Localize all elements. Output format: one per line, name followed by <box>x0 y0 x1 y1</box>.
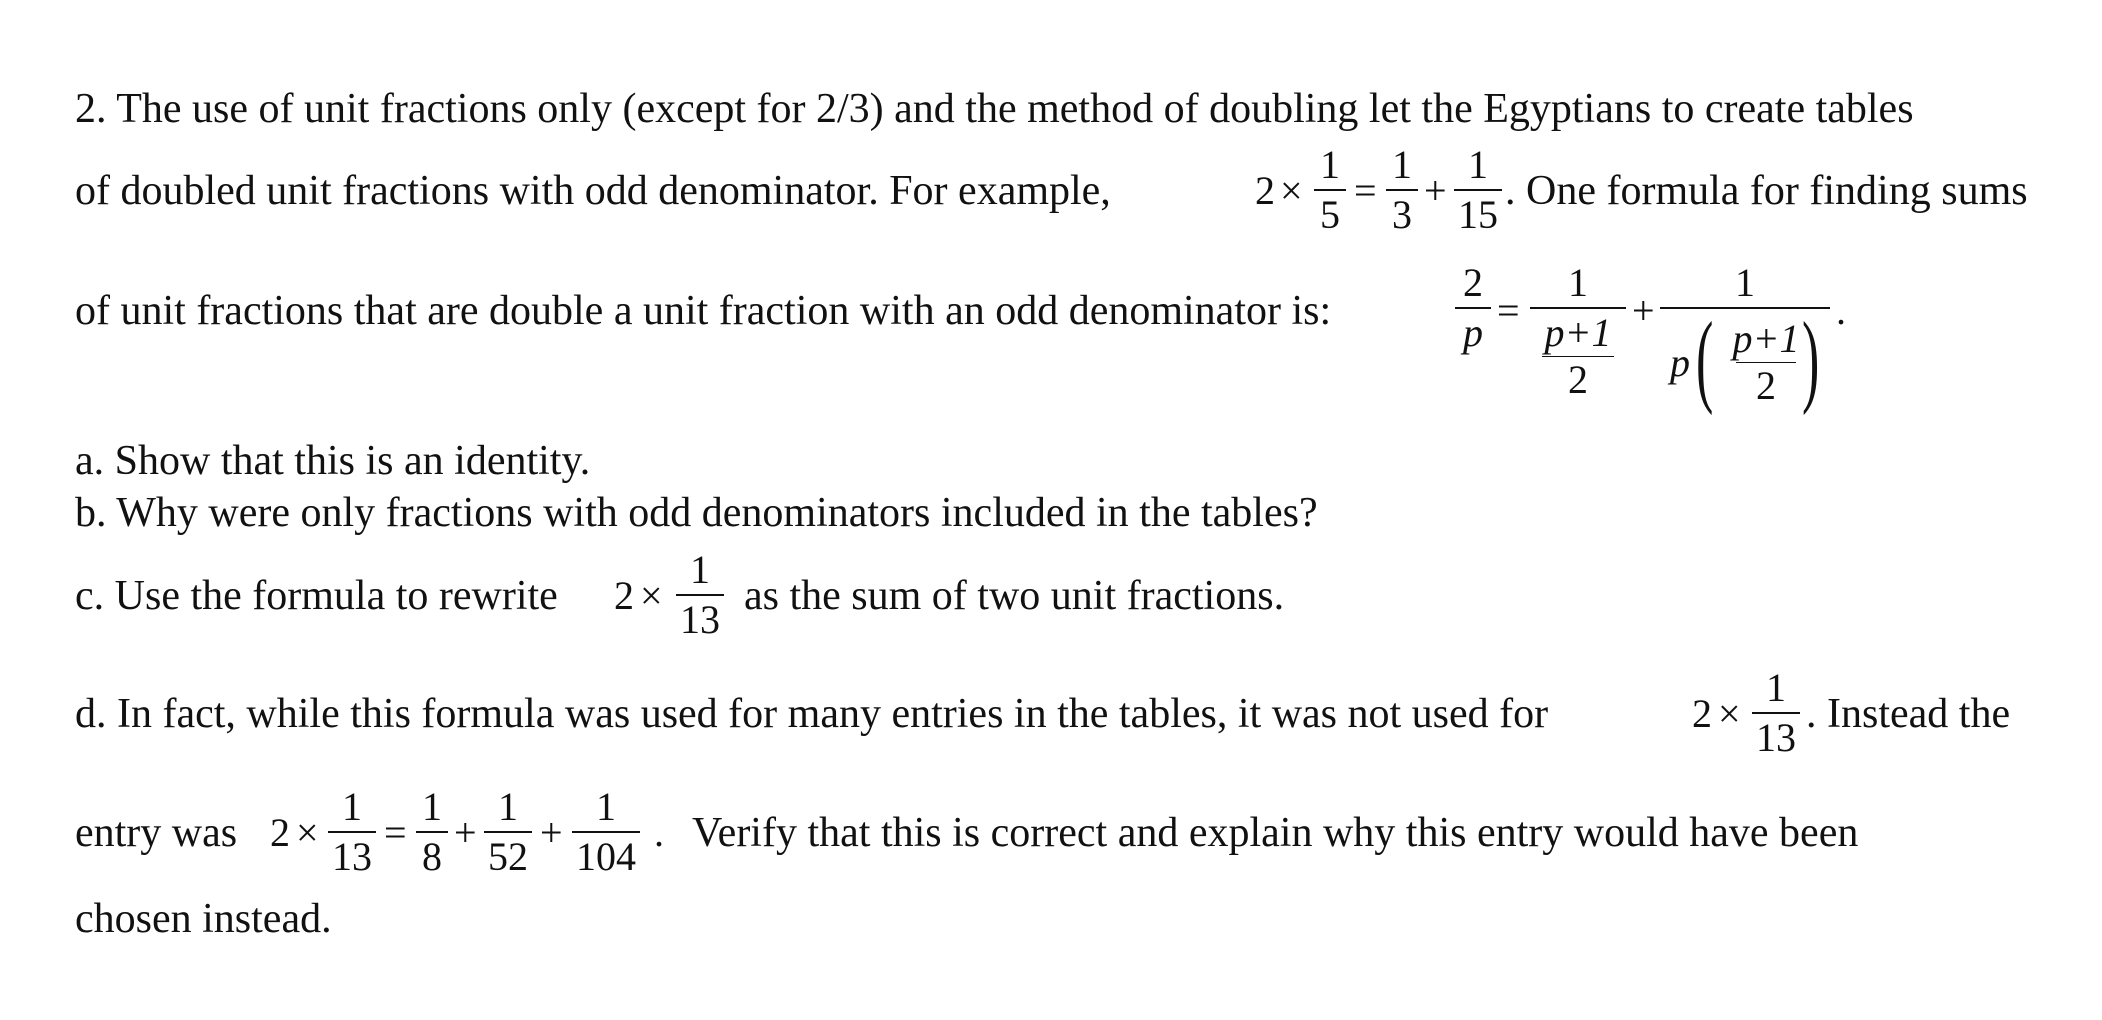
numerator: 1 <box>596 784 616 829</box>
fraction-bar <box>1530 307 1626 309</box>
part-c-fraction <box>676 547 724 642</box>
part-d-fraction <box>1752 665 1800 760</box>
entry-period: . <box>654 810 664 855</box>
formula-period: . <box>1836 288 1846 333</box>
part-c-text: c. Use the formula to rewrite <box>75 573 558 619</box>
denominator: 8 <box>422 834 442 879</box>
compound-denominator <box>1530 310 1626 402</box>
part-d-line-3: chosen instead. <box>75 896 332 942</box>
part-a: a. Show that this is an identity. <box>75 438 591 484</box>
numerator: 1 <box>1766 665 1786 710</box>
fraction-bar <box>484 831 532 833</box>
fraction-1-52 <box>484 784 532 879</box>
part-c-two: 2 <box>614 573 634 618</box>
fraction-bar <box>328 831 376 833</box>
problem-line-2-text: of doubled unit fractions with odd denominator. For example, <box>75 168 1111 214</box>
fraction-bar <box>1455 307 1491 309</box>
numerator: 1 <box>1392 142 1412 187</box>
formula-equals: = <box>1497 288 1520 333</box>
inner-numerator: p+1 <box>1544 310 1612 355</box>
fraction-1-15 <box>1454 142 1502 237</box>
problem-line-1: 2. The use of unit fractions only (except for 2/3) and the method of doubling let the Egyptians to create tables <box>75 86 1914 132</box>
eq-times: × <box>1280 168 1303 213</box>
part-c-end: as the sum of two unit fractions. <box>744 573 1285 619</box>
numerator: 1 <box>342 784 362 829</box>
fraction-1-8 <box>416 784 448 879</box>
part-b: b. Why were only fractions with odd denominators included in the tables? <box>75 490 1318 536</box>
fraction-bar <box>676 594 724 596</box>
inner-denominator: 2 <box>1756 363 1776 408</box>
fraction-2-over-p <box>1455 260 1491 355</box>
numerator: 1 <box>1735 260 1755 305</box>
eq-plus: + <box>1424 168 1447 213</box>
numerator: 2 <box>1463 260 1483 305</box>
inner-denominator: 2 <box>1568 357 1588 402</box>
numerator: 1 <box>690 547 710 592</box>
fraction-1-104 <box>572 784 640 879</box>
numerator: 1 <box>1568 260 1588 305</box>
left-paren: ( <box>1696 301 1714 416</box>
fraction-bar <box>572 831 640 833</box>
p-factor: p <box>1670 340 1690 385</box>
entry-times: × <box>296 810 319 855</box>
problem-line-2-end: . One formula for finding sums <box>1505 168 2028 214</box>
part-d-line-2-end: Verify that this is correct and explain why this entry would have been <box>692 810 1859 856</box>
fraction-bar <box>1386 189 1418 191</box>
part-d-line-1-end: . Instead the <box>1806 691 2011 737</box>
numerator: 1 <box>498 784 518 829</box>
compound-denominator-paren <box>1660 301 1830 423</box>
part-d-two: 2 <box>1692 691 1712 736</box>
eq-two: 2 <box>1255 168 1275 213</box>
fraction-bar <box>1454 189 1502 191</box>
fraction-first-term <box>1530 260 1626 402</box>
denominator: 13 <box>332 834 372 879</box>
fraction-bar <box>1314 189 1346 191</box>
denominator: 5 <box>1320 192 1340 237</box>
denominator: 104 <box>576 834 636 879</box>
fraction-1-3 <box>1386 142 1418 237</box>
entry-two: 2 <box>270 810 290 855</box>
entry-plus-2: + <box>540 810 563 855</box>
numerator: 1 <box>1320 142 1340 187</box>
right-paren: ) <box>1802 301 1820 416</box>
entry-equals: = <box>384 810 407 855</box>
entry-plus-1: + <box>454 810 477 855</box>
denominator: 13 <box>1756 715 1796 760</box>
inner-numerator: p+1 <box>1732 316 1800 361</box>
denominator: 52 <box>488 834 528 879</box>
part-d-line-1: d. In fact, while this formula was used for many entries in the tables, it was not used for <box>75 691 1549 737</box>
problem-line-3-text: of unit fractions that are double a unit fraction with an odd denominator is: <box>75 288 1332 334</box>
denominator: 15 <box>1458 192 1498 237</box>
fraction-second-term <box>1660 260 1830 423</box>
fraction-bar <box>1752 712 1800 714</box>
part-d-times: × <box>1718 691 1741 736</box>
paren-inner-fraction <box>1730 316 1802 408</box>
numerator: 1 <box>1468 142 1488 187</box>
denominator: 13 <box>680 597 720 642</box>
fraction-1-5 <box>1314 142 1346 237</box>
numerator: 1 <box>422 784 442 829</box>
fraction-bar <box>416 831 448 833</box>
formula-plus: + <box>1632 288 1655 333</box>
fraction-1-13 <box>328 784 376 879</box>
part-d-line-2-start: entry was <box>75 810 238 856</box>
part-c-times: × <box>640 573 663 618</box>
denominator: p <box>1463 310 1483 355</box>
denominator: 3 <box>1392 192 1412 237</box>
eq-equals: = <box>1354 168 1377 213</box>
